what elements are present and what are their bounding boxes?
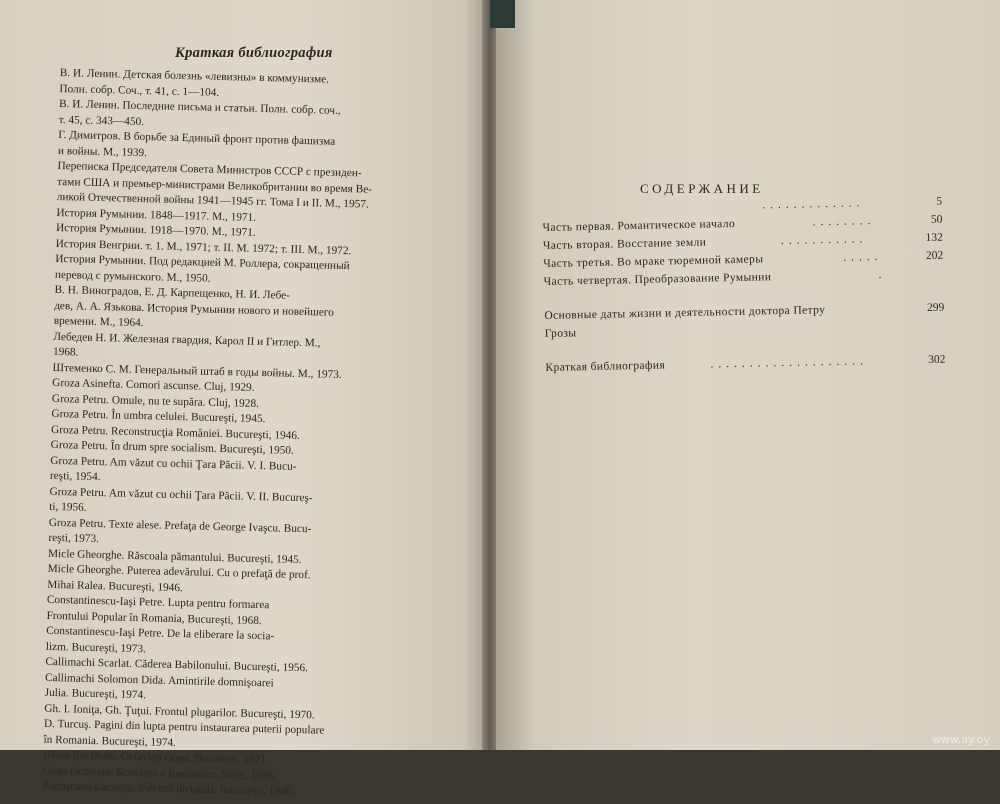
bibliography-entry-text: Groza Petru. Texte alese. Prefaţa de George Ivaşcu. Bucu- reşti, 1973. [48, 516, 312, 546]
bibliography-entry-text: Micle Gheorghe. Răscoala pămantului. Bucureşti, 1945. [47, 547, 302, 566]
bibliography-entry-text: История Румынии. Под редакцией М. Роллера, сокращенный перевод с румынского. М., 1950. [54, 252, 350, 285]
bibliography-entry-text: Goga Octavian. România a Românilor. Sibiu, 1936. [42, 764, 277, 782]
bibliography-entry-text: Callimachi Solomon Dida. Amintirile domnişoarei Julia. Bucureşti, 1974. [44, 671, 274, 702]
bibliography-list [42, 66, 460, 804]
bibliography-entry-text: Groza Petru. Omule, nu te supăra. Cluj, 1928. [51, 392, 260, 410]
toc-leader-dots: . [878, 268, 887, 281]
bibliography-entry-text: Constantinescu-Iaşi Petre. Lupta pentru formarea Frontului Popular în Romania, Bucureşti, 1968. [46, 593, 270, 627]
contents-title: СОДЕРЖАНИЕ [640, 181, 764, 196]
toc-page-number: 50 [930, 213, 943, 226]
bibliography-entry-text: Bălan Ion Dodu. Octavian Goga. Bucureşti, 1971. [43, 748, 270, 767]
bibliography-entry-text: Groza Petru. Am văzut cu ochii Ţara Păcii. V. II. Bucureş- ti, 1956. [49, 485, 313, 514]
bibliography-entry-text: Переписка Председателя Совета Министров СССР с президен- тами США и премьер-министрами Великобритании во время Ве- ликой Отечественной войны 1941—1945 гг. Тома I и II. М., 1957. [56, 159, 373, 211]
toc-label: Часть вторая. Восстание земли [542, 236, 707, 252]
toc-label: Грозы [544, 327, 577, 340]
bibliography-entry-text: Constantinescu-Iaşi Petre. De la eliberare la socia- lizm. Bucureşti, 1973. [45, 624, 275, 655]
bibliography-entry-text: Gh. I. Ioniţa, Gh. Ţuţui. Frontul plugarilor. Bucureşti, 1970. [44, 702, 315, 721]
bibliography-entry-text: История Румынии. 1918—1970. М., 1971. [55, 221, 256, 239]
toc-label: Часть третья. Во мраке тюремной камеры [543, 253, 764, 270]
bibliography-entry-text: Groza Asinefta. Comori ascunse. Cluj, 1929. [52, 376, 255, 394]
bibliography-entry-text: В. И. Ленин. Детская болезнь «левизны» в коммунизме. Полн. собр. Соч., т. 41, с. 1—104. [59, 66, 330, 99]
bibliography-entry-text: Г. Димитров. В борьбе за Единый фронт против фашизма и войны. М., 1939. [57, 128, 336, 159]
bibliography-entry-text: В. Н. Виноградов, Е. Д. Карпещенко, Н. И. Лебе- дев, А. А. Язькова. История Румынии нового и новейшего времени. М., 1964. [53, 283, 334, 330]
bibliography-heading: Краткая библиография [175, 45, 333, 61]
toc-page-number: 202 [925, 249, 944, 262]
toc-leader-dots: ..... [843, 250, 883, 264]
bibliography-entry-text: В. И. Ленин. Последние письма и статьи. Полн. собр. соч., т. 45, с. 343—450. [58, 97, 341, 128]
toc-label: Основные даты жизни и деятельности доктора Петру [544, 304, 826, 322]
bibliography-entry-text: Micle Gheorghe. Puterea adevărului. Cu o prefaţă de prof. Mihai Ralea. Bucureşti, 1946. [47, 562, 311, 594]
toc-label: Часть первая. Романтическое начало [542, 217, 736, 234]
toc-label: Краткая библиография [545, 359, 666, 374]
toc-leader-dots: .................... [710, 355, 869, 371]
bibliography-entry-text: Groza Petru. Am văzut cu ochii Ţara Păcii. V. I. Bucu- reşti, 1954. [49, 454, 297, 484]
background-strip [490, 0, 515, 28]
bibliography-entry-text: D. Turcuş. Pagini din lupta pentru instaurarea puterii populare în Romania. Bucureşti, 1974. [43, 717, 325, 749]
bibliography-entry-text: Groza Petru. În drum spre socialism. Bucureşti, 1950. [50, 438, 294, 457]
toc-page-number: 5 [936, 195, 943, 208]
toc-leader-dots: ........ [812, 215, 876, 229]
toc-leader-dots: ............. [762, 197, 865, 212]
bibliography-entry-text: История Венгрии. т. 1. М., 1971; т. II. М. 1972; т. III. М., 1972. [55, 237, 352, 257]
bibliography-entry-text: Patraşcanu Lucreţiu. Sub trei dictaturi. Bucureşti, 1946. [42, 779, 295, 798]
toc-page-number: 299 [926, 301, 945, 314]
toc-page-number: 132 [925, 231, 943, 244]
toc-label: Часть четвертая. Преобразование Румынии [543, 271, 772, 288]
bibliography-entry-text: Штеменко С. М. Генеральный штаб в годы войны. М., 1973. [52, 361, 342, 381]
bibliography-entry-text: Groza Petru. În umbra celulei. Bucureşti, 1945. [51, 407, 266, 426]
bibliography-entry-text: Groza Petru. Reconstrucţia României. Bucureşti, 1946. [50, 423, 300, 442]
table-of-contents [542, 193, 946, 377]
toc-leader-dots: ........... [780, 233, 868, 248]
watermark: www.ay.by [931, 733, 990, 746]
bibliography-entry-text: История Румынии. 1848—1917. М., 1971. [56, 206, 257, 224]
toc-page-number: 302 [928, 353, 946, 366]
bibliography-entry-text: Лебедев Н. И. Железная гвардия, Карол II и Гитлер. М., 1968. [52, 330, 321, 359]
bibliography-entry-text: Callimachi Scarlat. Căderea Babilonului. Bucureşti, 1956. [45, 655, 309, 675]
